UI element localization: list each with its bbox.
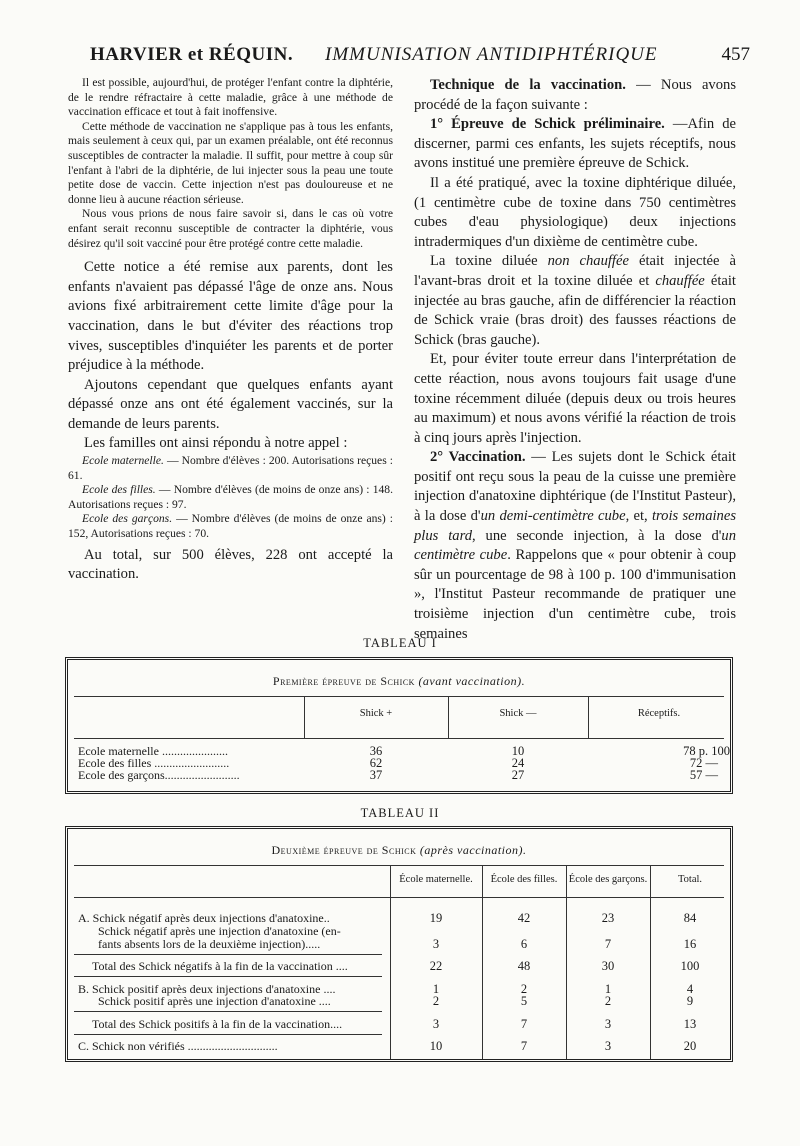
technique-paragraph: Technique de la vaccination. — Nous avons procédé de la façon suivante :: [414, 77, 737, 113]
table2-title: Deuxième épreuve de Schick (après vaccination).: [271, 843, 527, 857]
table2-header-total: Total.: [677, 874, 703, 885]
table-cell: 10: [511, 744, 525, 758]
table-cell: 16: [683, 937, 697, 951]
body-paragraph-1: Cette notice a été remise aux parents, dont les enfants n'avaient pas dépassé l'âge de onze ans. Nous avions fixé arbitrairement cette limite d'âge pour la vaccination, dans le but d'éviter des réactions trop vives, susceptibles d'inquiéter les parents et de porter préjudice à la méthode.: [68, 259, 393, 374]
table-cell: 1: [432, 982, 440, 996]
table-cell: 27: [511, 768, 525, 782]
table1-title: Première épreuve de Schick (avant vaccination).: [272, 674, 526, 688]
left-column: [68, 76, 393, 585]
body-paragraph-2: Ajoutons cependant que quelques enfants ayant dépassé onze ans ont été également vaccinés, sur la demande de leurs parents.: [68, 376, 393, 432]
table-cell: 6: [520, 937, 528, 951]
table-row-label: Ecole des filles .........................: [78, 756, 230, 770]
school-list-item: Ecole des garçons. — Nombre d'élèves (de moins de onze ans) : 152, Autorisations reçues : 70.: [68, 512, 393, 541]
table-cell: 100: [680, 959, 700, 973]
table-row-label: Schick négatif après une injection d'anatoxine (en-: [98, 924, 341, 938]
table-cell: 13: [683, 1017, 697, 1031]
page-number: 457: [721, 44, 750, 65]
table-row-label: Schick positif après une injection d'anatoxine ....: [98, 994, 331, 1008]
table1-header-receptifs: Réceptifs.: [637, 708, 681, 719]
step1-paragraph: 1° Épreuve de Schick préliminaire. —Afin de discerner, parmi ces enfants, les sujets réceptifs, nous avons institué une première épreuve de Schick.: [414, 116, 736, 172]
running-header-title: IMMUNISATION ANTIDIPHTÉRIQUE: [325, 44, 658, 65]
table-cell: 20: [683, 1039, 697, 1053]
table-row-label: A. Schick négatif après deux injections d'anatoxine..: [78, 911, 330, 925]
running-header: [90, 42, 750, 70]
table-cell: 9: [686, 994, 694, 1008]
table-cell: 24: [511, 756, 525, 770]
body-paragraph-3: Les familles ont ainsi répondu à notre appel :: [84, 435, 348, 452]
table2-header-filles: École des filles.: [490, 874, 558, 885]
table-cell: 5: [520, 994, 528, 1008]
toxin-paragraph: Il a été pratiqué, avec la toxine diphtérique diluée, (1 centimètre cube de toxine dans 750 centimètres cubes d'eau physiologique) deux injections intradermiques d'un dixième de centimètre cube.: [414, 174, 736, 250]
table-cell: 22: [429, 959, 443, 973]
notice-paragraph-3: Nous vous prions de nous faire savoir si, dans le cas où votre enfant serait reconnu susceptible de contracter la diphtérie, vous désirez qu'il soit vacciné pour être protégé contre cette maladie.: [68, 207, 393, 250]
table-cell: 42: [517, 911, 531, 925]
table-cell: 3: [432, 1017, 440, 1031]
table-cell: 1: [604, 982, 612, 996]
table-cell: 78 p. 100: [683, 744, 730, 758]
school-list-item: Ecole des filles. — Nombre d'élèves (de moins de onze ans) : 148. Autorisations reçues : 97.: [68, 483, 393, 511]
table-cell: 37: [369, 768, 383, 782]
table2-header-garcons: École des garçons.: [568, 874, 648, 885]
table-cell: 2: [432, 994, 440, 1008]
table1-header-schick-neg: Shick —: [499, 708, 537, 719]
table-cell: 4: [686, 982, 694, 996]
table-row-label: Ecole des garçons.........................: [78, 768, 240, 782]
table1-header-schick-pos: Shick +: [359, 708, 393, 719]
table-cell: 7: [520, 1017, 528, 1031]
table2: [65, 826, 733, 1062]
table-cell: 2: [520, 982, 528, 996]
table-cell: 30: [601, 959, 615, 973]
table1-caption: TABLEAU I: [363, 636, 437, 650]
notice-paragraph-2: Cette méthode de vaccination ne s'applique pas à tous les enfants, mais seulement à ceux qui, par un examen préalable, ont été reconnus susceptibles de contracter la maladie. Il suffit, pour mettre à coup sûr l'enfant à l'abri de la diphtérie, de lui injecter sous la peau une toute petite dose de vaccin. Cette injection n'est pas douloureuse et ne donne lieu à aucune réaction sérieuse.: [68, 119, 393, 206]
table-cell: 57 —: [689, 768, 718, 782]
school-list-item: Ecole maternelle. — Nombre d'élèves : 200. Autorisations reçues : 61.: [68, 454, 393, 482]
table-cell: 36: [369, 744, 383, 758]
notice-paragraph-1: Il est possible, aujourd'hui, de protéger l'enfant contre la diphtérie, de le rendre réfractaire à cette maladie, grâce à une méthode de vaccination efficace et tout à fait inoffensive.: [68, 76, 393, 119]
table-row-label: fants absents lors de la deuxième injection).....: [98, 937, 321, 951]
table-cell: 2: [604, 994, 612, 1008]
table-row-label: Total des Schick négatifs à la fin de la vaccination ....: [92, 959, 348, 973]
table-cell: 48: [517, 959, 531, 973]
total-paragraph: Au total, sur 500 élèves, 228 ont accepté la vaccination.: [68, 546, 393, 583]
table-cell: 3: [604, 1017, 612, 1031]
table-row-label: Total des Schick positifs à la fin de la vaccination....: [92, 1017, 343, 1031]
right-column: [414, 76, 736, 644]
table2-caption: TABLEAU II: [360, 806, 440, 820]
table-cell: 7: [604, 937, 612, 951]
table2-header-maternelle: École maternelle.: [399, 874, 473, 885]
table-row-label: B. Schick positif après deux injections d'anatoxine ....: [78, 982, 336, 996]
injection-paragraph: La toxine diluée non chauffée était injectée à l'avant-bras droit et la toxine diluée et chauffée était injectée au bras gauche, afin de différencier la réaction de Schick vraie (bras droit) des fausses réactions de Schick (bras gauche).: [414, 253, 736, 348]
table-cell: 3: [604, 1039, 612, 1053]
table1: [65, 657, 733, 794]
step2-paragraph: 2° Vaccination. — Les sujets dont le Schick était positif ont reçu sous la peau de la cuisse une première injection d'anatoxine diphtérique (de l'Institut Pasteur), à la dose d'un demi-centimètre cube, et, trois semaines plus tard, une seconde injection, à la dose d'un centimètre cube. Rappelons que « pour obtenir à coup sûr un pourcentage de 98 à 100 p. 100 d'immunisation », l'Institut Pasteur recommande de pratiquer une troisième injection d'un centimètre cube, trois semaines: [414, 449, 736, 642]
table-cell: 62: [369, 756, 383, 770]
interpretation-paragraph: Et, pour éviter toute erreur dans l'interprétation de cette réaction, nous avons toujours fait usage d'une toxine récemment diluée (depuis deux ou trois heures au maximum) et nous avons vérifié la réaction de trois à cinq jours après l'injection.: [414, 351, 736, 446]
table-cell: 10: [429, 1039, 443, 1053]
table-cell: 84: [683, 911, 697, 925]
table-cell: 23: [601, 911, 615, 925]
table-cell: 72 —: [689, 756, 718, 770]
table-cell: 7: [520, 1039, 528, 1053]
table-cell: 3: [432, 937, 440, 951]
running-header-authors: HARVIER et RÉQUIN.: [90, 44, 294, 65]
table-cell: 19: [429, 911, 443, 925]
table-row-label: C. Schick non vérifiés ..............................: [78, 1039, 278, 1053]
table-row-label: Ecole maternelle ......................: [78, 744, 228, 758]
